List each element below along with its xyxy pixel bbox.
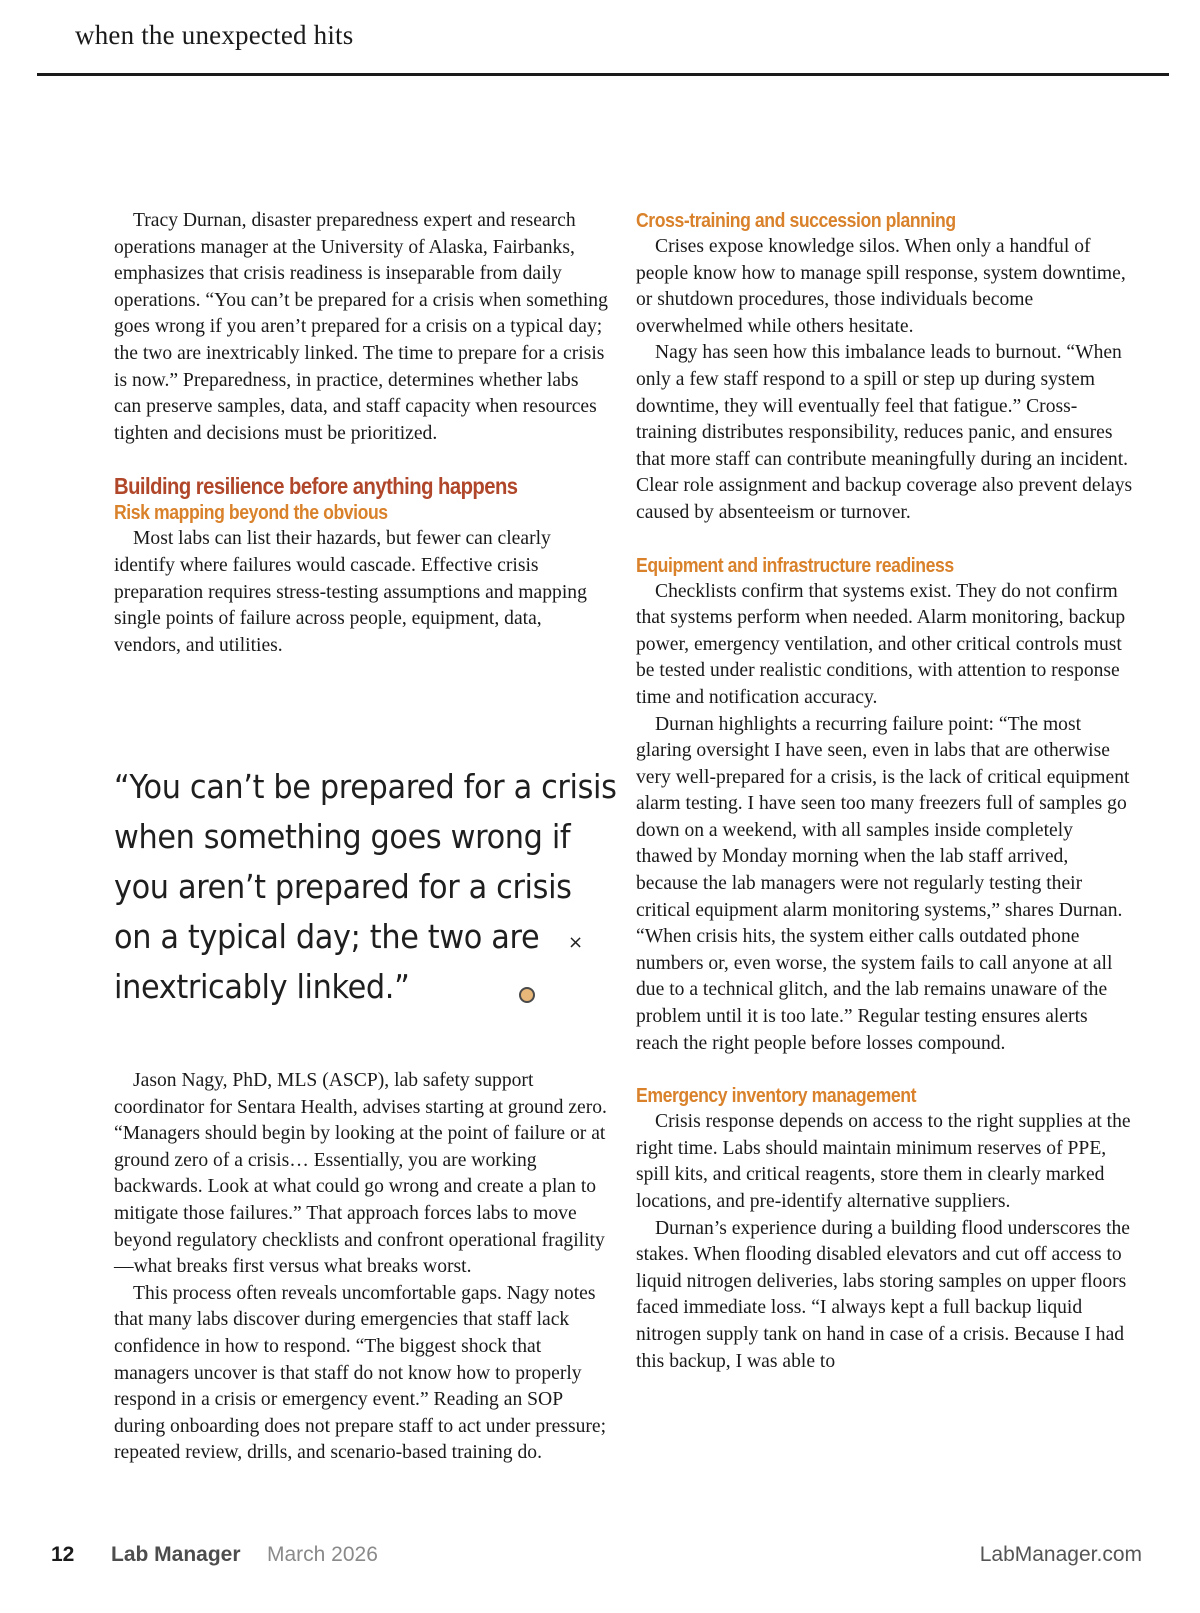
- left-column-top: [114, 208, 608, 659]
- cross-training-paragraph-2: Nagy has seen how this imbalance leads to burnout. “When only a few staff respond to a spill or step up during system downtime, they will eventually feel that fatigue.” Cross-training distributes responsibility, reduces panic, and ensures that more staff can contribute meaningfully during an incident. Clear role assignment and backup coverage also prevent delays caused by absenteeism or turnover.: [636, 342, 1133, 523]
- issue-date: March 2026: [267, 1543, 378, 1566]
- left-column-bottom: [114, 1068, 608, 1467]
- inventory-heading: Emergency inventory management: [636, 1084, 917, 1108]
- header-rule: [37, 73, 1169, 76]
- nagy-paragraph-2: This process often reveals uncomfortable gaps. Nagy notes that many labs discover during emergencies that staff lack confidence in how to respond. “The biggest shock that managers uncover is that staff do not know how to properly respond in a crisis or emergency event.” Reading an SOP during onboarding does not prepare staff to act under pressure; repeated review, drills, and scenario-based training do.: [114, 1282, 607, 1464]
- right-column: [636, 208, 1134, 1375]
- cursor-dot-icon: [519, 987, 535, 1003]
- equipment-heading: Equipment and infrastructure readiness: [636, 553, 954, 577]
- pull-quote-line: “You can’t be prepared for a crisis: [114, 767, 617, 806]
- cross-training-paragraph-1: Crises expose knowledge silos. When only a handful of people know how to manage spill response, system downtime, or shutdown procedures, those individuals become overwhelmed while others hesitate.: [636, 236, 1126, 337]
- intro-paragraph: Tracy Durnan, disaster preparedness expert and research operations manager at the University of Alaska, Fairbanks, emphasizes that crisis readiness is inseparable from daily operations. “You can’t be prepared for a crisis when something goes wrong if you aren’t prepared for a crisis on a typical day; the two are inextricably linked. The time to prepare for a crisis is now.” Preparedness, in practice, determines whether labs can preserve samples, data, and staff capacity when resources tighten and decisions must be prioritized.: [114, 210, 608, 444]
- equipment-paragraph-2: Durnan highlights a recurring failure point: “The most glaring oversight I have seen, even in labs that are otherwise very well-prepared for a crisis, is the lack of critical equipment alarm testing. I have seen too many freezers full of samples go down on a weekend, with all samples inside completely thawed by Monday morning when the lab staff arrived, because the lab managers were not regularly testing their critical equipment alarm monitoring systems,” shares Durnan. “When crisis hits, the system either calls outdated phone numbers or, even worse, the system fails to call anyone at all due to a technical glitch, and the lab remains unaware of the problem until it is too late.” Regular testing ensures alerts reach the right people before losses compound.: [636, 713, 1130, 1054]
- nagy-paragraph-1: Jason Nagy, PhD, MLS (ASCP), lab safety support coordinator for Sentara Health, advises starting at ground zero. “Managers should begin by looking at the point of failure or at ground zero of a crisis… Essentially, you are working backwards. Look at what could go wrong and create a plan to mitigate those failures.” That approach forces labs to move beyond regulatory checklists and confront operational fragility—what breaks first versus what breaks worst.: [114, 1070, 607, 1278]
- equipment-paragraph-1: Checklists confirm that systems exist. They do not confirm that systems perform when needed. Alarm monitoring, backup power, emergency ventilation, and other critical controls must be tested under realistic conditions, with attention to response time and notification accuracy.: [636, 580, 1126, 708]
- close-icon[interactable]: ×: [568, 932, 584, 953]
- risk-paragraph: Most labs can list their hazards, but fewer can clearly identify where failures would cascade. Effective crisis preparation requires stress-testing assumptions and mapping single points of failure across people, equipment, data, vendors, and utilities.: [114, 528, 587, 656]
- website-link[interactable]: LabManager.com: [979, 1543, 1142, 1566]
- inventory-paragraph-1: Crisis response depends on access to the right supplies at the right time. Labs should maintain minimum reserves of PPE, spill kits, and critical reagents, store them in clearly marked locations, and pre-identify alternative suppliers.: [636, 1111, 1131, 1212]
- pull-quote-line: inextricably linked.”: [114, 967, 410, 1006]
- cross-training-heading: Cross-training and succession planning: [636, 209, 956, 232]
- page-number: 12: [51, 1543, 75, 1566]
- pull-quote-line: you aren’t prepared for a crisis: [114, 867, 572, 906]
- publication-name: Lab Manager: [111, 1543, 241, 1566]
- pull-quote: [114, 762, 634, 1012]
- section-heading: Building resilience before anything happens: [114, 473, 518, 500]
- running-head: when the unexpected hits: [75, 20, 354, 50]
- risk-heading: Risk mapping beyond the obvious: [114, 501, 388, 525]
- pull-quote-line: on a typical day; the two are: [114, 917, 540, 956]
- pull-quote-line: when something goes wrong if: [114, 817, 571, 856]
- inventory-paragraph-2: Durnan’s experience during a building flood underscores the stakes. When flooding disabled elevators and cut off access to liquid nitrogen deliveries, labs storing samples on upper floors faced immediate loss. “I always kept a full backup liquid nitrogen supply tank on hand in case of a crisis. Because I had this backup, I was able to: [636, 1217, 1131, 1372]
